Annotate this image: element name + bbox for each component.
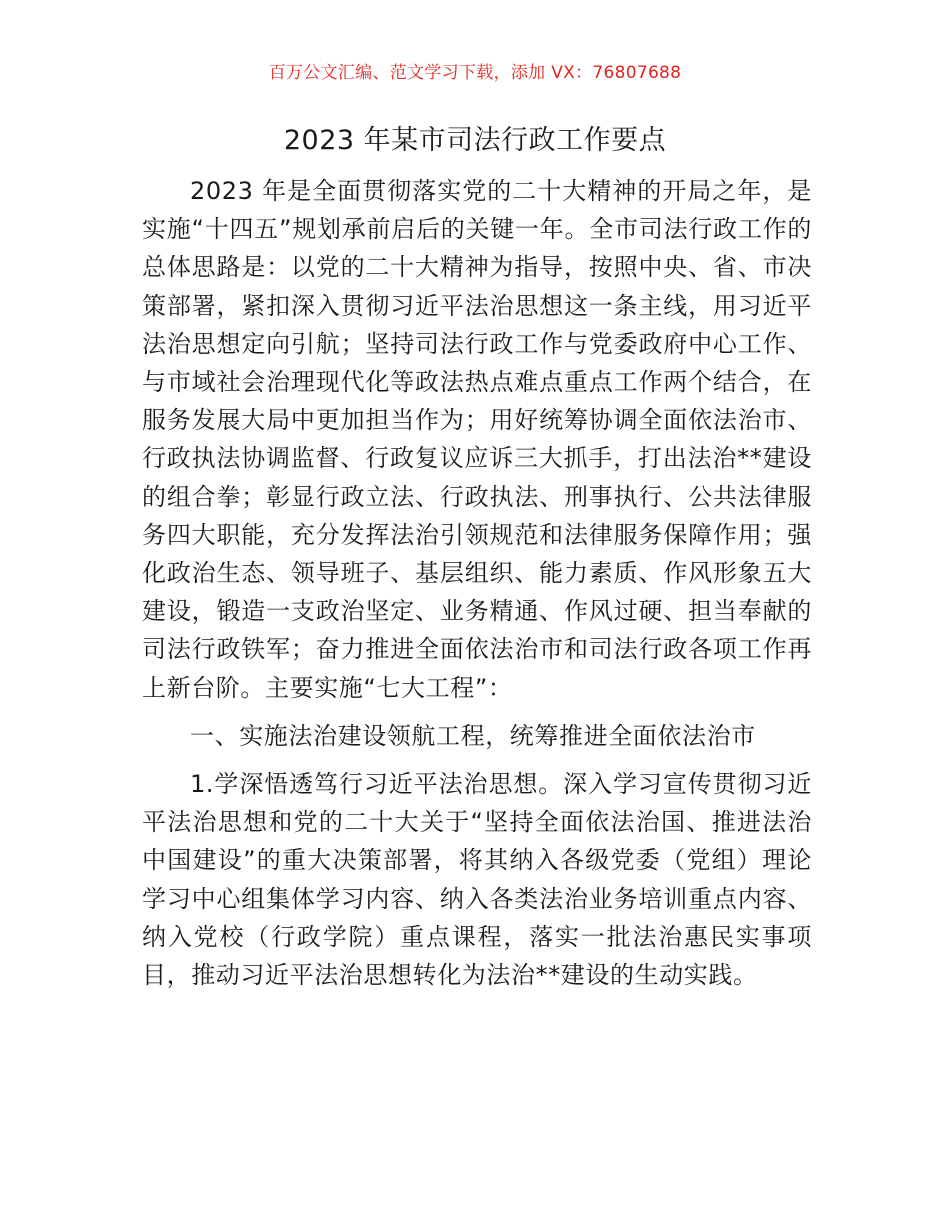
item-paragraph: 1.学深悟透笃行习近平法治思想。深入学习宣传贯彻习近平法治思想和党的二十大关于“坚持全面依法治国、推进法治中国建设”的重大决策部署，将其纳入各级党委（党组）理论学习中心组集体学习内容、纳入各类法治业务培训重点内容、纳入党校（行政学院）重点课程，落实一批法治惠民实事项目，推动习近平法治思想转化为法治**建设的生动实践。 (142, 770, 812, 990)
document-title: 2023 年某市司法行政工作要点 (283, 125, 667, 156)
document-body (142, 172, 812, 994)
watermark-header: 百万公文汇编、范文学习下载，添加 VX：76807688 (268, 63, 682, 83)
intro-paragraph: 2023 年是全面贯彻落实党的二十大精神的开局之年，是实施“十四五”规划承前启后的关键一年。全市司法行政工作的总体思路是：以党的二十大精神为指导，按照中央、省、市决策部署，紧扣深入贯彻习近平法治思想这一条主线，用习近平法治思想定向引航；坚持司法行政工作与党委政府中心工作、与市域社会治理现代化等政法热点难点重点工作两个结合，在服务发展大局中更加担当作为；用好统筹协调全面依法治市、行政执法协调监督、行政复议应诉三大抓手，打出法治**建设的组合拳；彰显行政立法、行政执法、刑事执行、公共法律服务四大职能，充分发挥法治引领规范和法律服务保障作用；强化政治生态、领导班子、基层组织、能力素质、作风形象五大建设，锻造一支政治坚定、业务精通、作风过硬、担当奉献的司法行政铁军；奋力推进全面依法治市和司法行政各项工作再上新台阶。主要实施“七大工程”： (142, 177, 812, 702)
section-heading: 一、实施法治建设领航工程，统筹推进全面依法治市 (190, 721, 756, 750)
